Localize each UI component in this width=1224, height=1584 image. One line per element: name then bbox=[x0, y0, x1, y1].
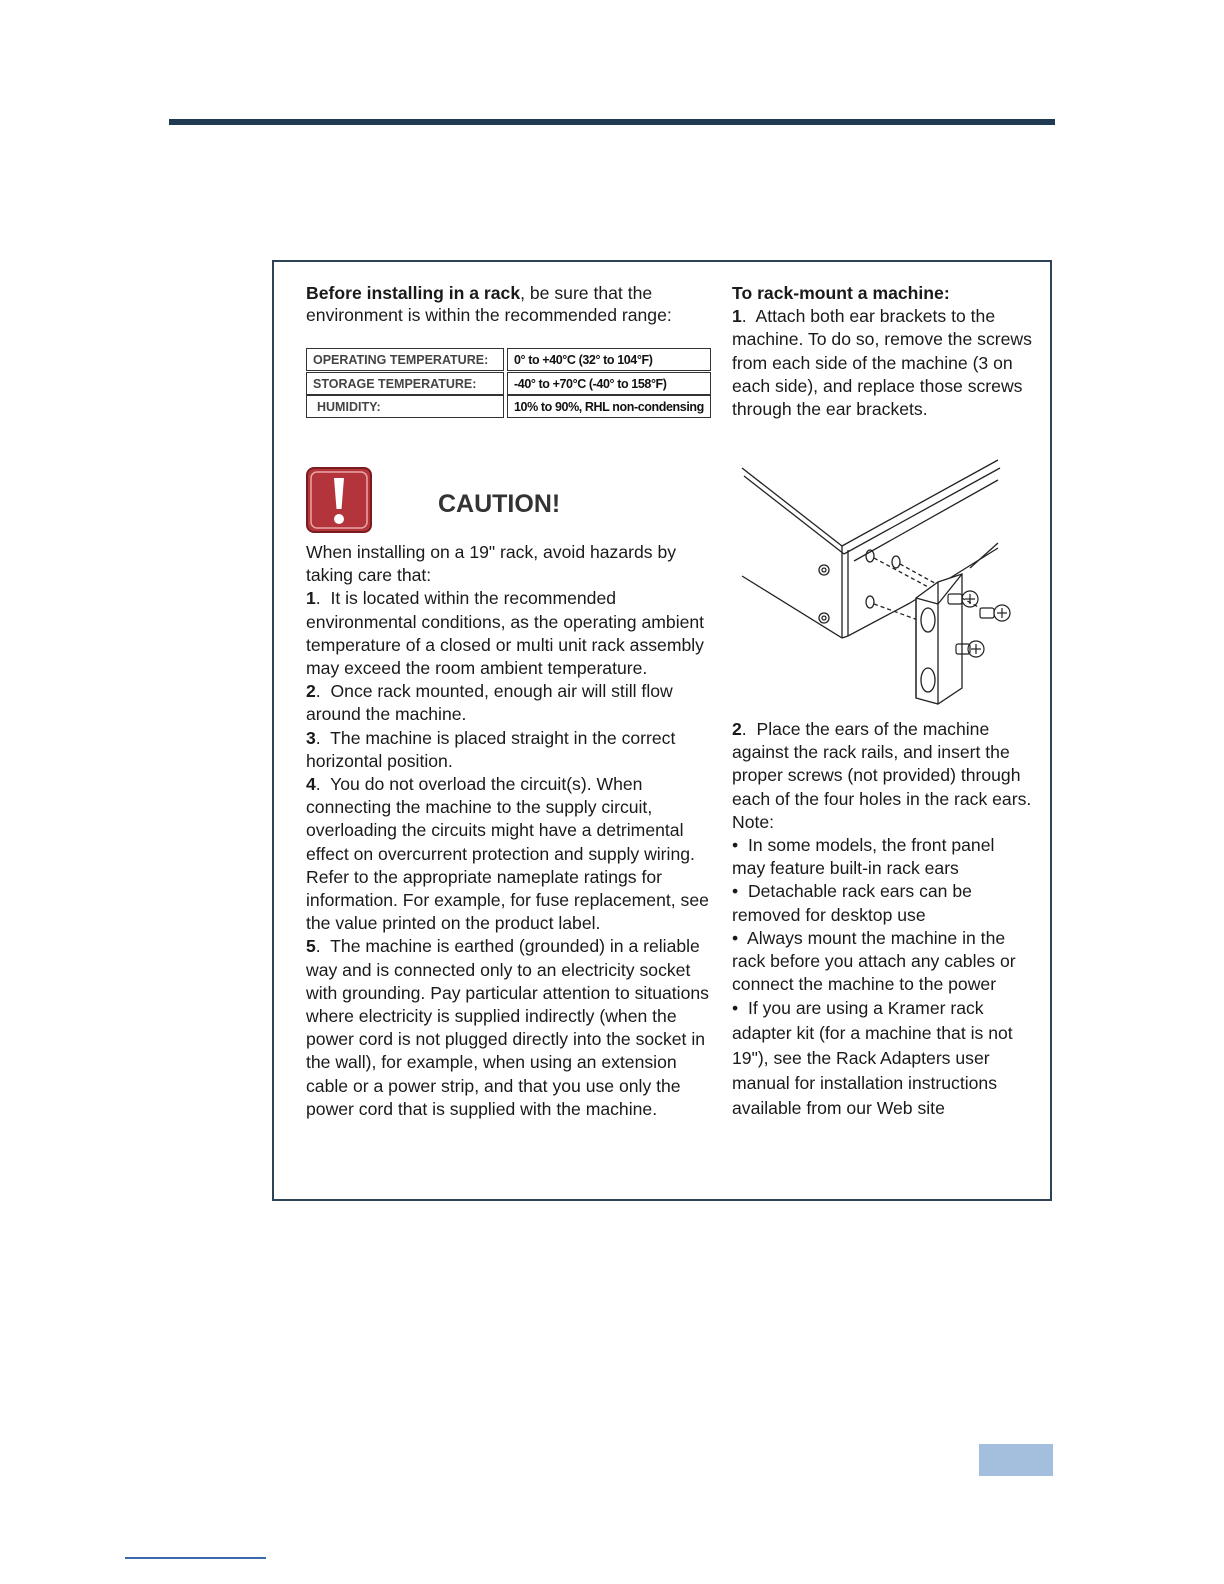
header-rule bbox=[169, 119, 1055, 125]
caution-item: 1. It is located within the recommended environmental conditions, as the operating ambient temperature of a closed or multi unit rack assembly may exceed the room ambient temperature. bbox=[306, 588, 705, 679]
note-item: • If you are using a Kramer rack adapter kit (for a machine that is not 19"), see the Rack Adapters user manual for installation instructions available from our Web site bbox=[732, 998, 1013, 1119]
right-column-bottom bbox=[732, 718, 1032, 1121]
rack-step-2: 2. Place the ears of the machine against the rack rails, and insert the proper screws (not provided) through each of the four holes in the rack ears. bbox=[732, 719, 1032, 809]
caution-body bbox=[306, 541, 721, 1121]
rack-step-1: 1. Attach both ear brackets to the machine. To do so, remove the screws from each side of the machine (3 on each side), and replace those screws through the ear brackets. bbox=[732, 306, 1032, 420]
env-row-operating bbox=[306, 348, 711, 371]
caution-item: 4. You do not overload the circuit(s). When connecting the machine to the supply circuit, overloading the circuits might have a detrimental effect on overcurrent protection and supply wiring. Refer to the appropriate nameplate ratings for information. For example, for fuse replacement, see the value printed on the product label. bbox=[306, 774, 709, 934]
env-row-storage bbox=[306, 372, 711, 395]
environment-table bbox=[306, 348, 711, 418]
env-value: -40° to +70°C (-40° to 158°F) bbox=[507, 372, 711, 395]
env-value: 0° to +40°C (32° to 104°F) bbox=[507, 348, 711, 371]
rack-ear-illustration-icon bbox=[740, 458, 1028, 718]
intro-paragraph bbox=[306, 282, 716, 326]
intro-bold: Before installing in a rack bbox=[306, 283, 521, 303]
note-item: • In some models, the front panel may feature built-in rack ears bbox=[732, 835, 995, 879]
left-column-intro bbox=[306, 282, 716, 326]
intro-rest: , be sure that the environment is within the recommended range: bbox=[306, 283, 672, 325]
note-item: • Detachable rack ears can be removed for desktop use bbox=[732, 881, 972, 925]
env-label: OPERATING TEMPERATURE: bbox=[306, 348, 504, 371]
env-label: STORAGE TEMPERATURE: bbox=[306, 372, 504, 395]
right-column-top bbox=[732, 282, 1032, 421]
env-label: HUMIDITY: bbox=[306, 395, 504, 418]
footnote-rule bbox=[125, 1557, 266, 1559]
note-item: • Always mount the machine in the rack before you attach any cables or connect the machine to the power bbox=[732, 927, 1016, 995]
rack-mounting-box bbox=[272, 260, 1052, 1201]
caution-exclamation-icon bbox=[306, 467, 372, 533]
caution-title: CAUTION! bbox=[438, 490, 561, 518]
caution-item: 2. Once rack mounted, enough air will still flow around the machine. bbox=[306, 681, 673, 725]
env-row-humidity bbox=[306, 395, 711, 418]
env-value: 10% to 90%, RHL non-condensing bbox=[507, 395, 711, 418]
caution-intro: When installing on a 19" rack, avoid hazards by taking care that: bbox=[306, 542, 677, 586]
rack-mount-heading: To rack-mount a machine: bbox=[732, 283, 950, 303]
note-label: Note: bbox=[732, 811, 775, 832]
caution-item: 5. The machine is earthed (grounded) in a reliable way and is connected only to an electricity socket with grounding. Pay particular attention to situations where electricity is supplied indirectly (when the power cord is not plugged directly into the socket in the wall), for example, when using an extension cable or a power strip, and that you use only the power cord that is supplied with the machine. bbox=[306, 936, 709, 1119]
page-number-tab bbox=[979, 1444, 1053, 1476]
caution-item: 3. The machine is placed straight in the correct horizontal position. bbox=[306, 727, 676, 771]
